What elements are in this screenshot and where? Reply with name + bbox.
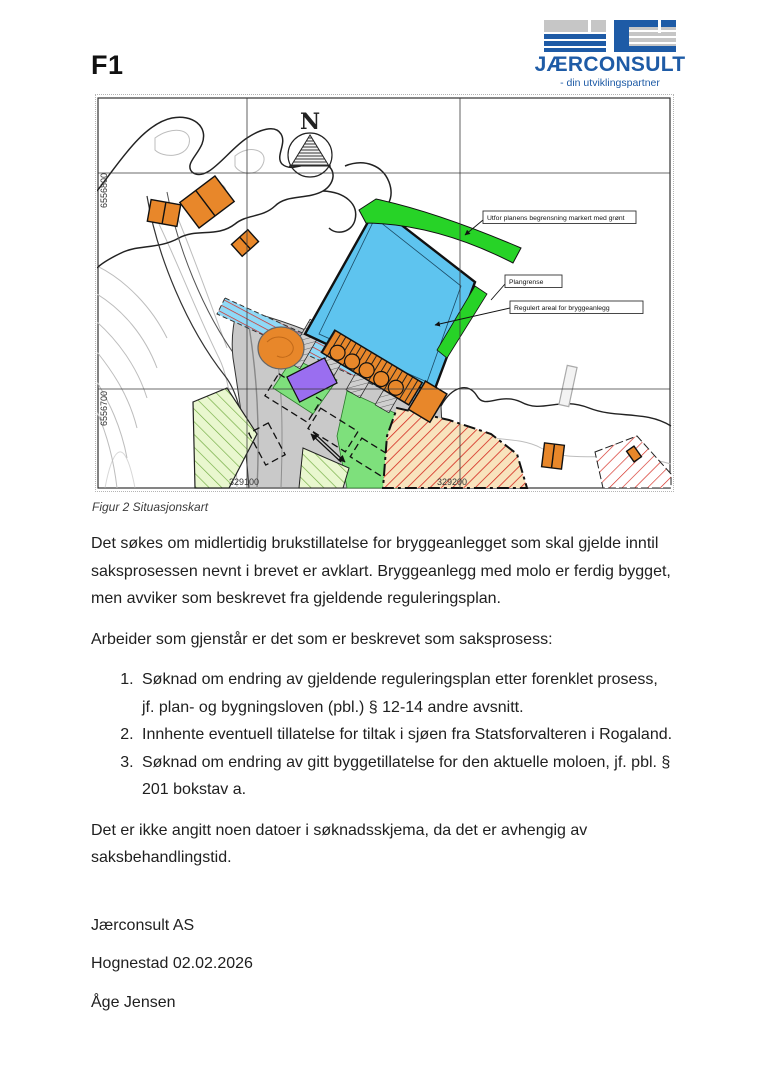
- process-steps-list: [91, 666, 673, 804]
- annotation-regulated-area: Regulert areal for bryggeanlegg: [514, 305, 610, 312]
- paragraph-dates: Det er ikke angitt noen datoer i søknadsskjema, da det er avhengig av saksbehandlingstid.: [91, 821, 588, 867]
- signature-place-date: Hognestad 02.02.2026: [91, 955, 253, 973]
- svg-text:N: N: [299, 109, 321, 135]
- logo-tagline: - din utviklingspartner: [560, 77, 660, 89]
- situasjonskart-figure: [95, 94, 674, 492]
- signature-name: Åge Jensen: [91, 993, 176, 1011]
- logo-j-glyph: [544, 20, 606, 52]
- grid-northing-bottom: 6556700: [99, 390, 109, 426]
- grid-easting-left: 329100: [229, 477, 260, 487]
- logo-mark-icon: [532, 20, 688, 52]
- company-logo: [532, 20, 688, 89]
- annotation-plan-boundary: Plangrense: [509, 279, 544, 286]
- list-item: 2. Innhente eventuell tillatelse for tiltak i sjøen fra Statsforvalteren i Rogaland.: [138, 721, 673, 749]
- paragraph-remaining-work: Arbeider som gjenstår er det som er beskrevet som saksprosess:: [91, 630, 553, 648]
- signature-company: Jærconsult AS: [91, 916, 195, 934]
- logo-c-glyph: [614, 20, 676, 52]
- grid-easting-right: 329200: [437, 477, 468, 487]
- situasjonskart-map: [97, 96, 672, 490]
- body-text: [91, 530, 673, 1016]
- list-item: 1. Søknad om endring av gjeldende reguleringsplan etter forenklet prosess, jf. plan- og bygningsloven (pbl.) § 12-14 andre avsnitt.: [138, 666, 673, 721]
- list-item: 3. Søknad om endring av gitt byggetillatelse for den aktuelle moloen, jf. pbl. § 201 bokstav a.: [138, 749, 673, 804]
- figure-caption: Figur 2 Situasjonskart: [92, 500, 209, 514]
- logo-name: JÆRCONSULT: [534, 53, 686, 76]
- page-header: [91, 20, 686, 94]
- signature-block: [91, 912, 673, 1017]
- grid-northing-top: 6556800: [99, 172, 109, 208]
- orange-area: [258, 327, 304, 369]
- page-title: F1: [91, 50, 124, 80]
- paragraph-application: Det søkes om midlertidig brukstillatelse for bryggeanlegget som skal gjelde inntil saksprosessen nevnt i brevet er avklart. Bryggeanlegg med molo er ferdig bygget, men avviker som beskrevet fra gjeldende reguleringsplan.: [91, 535, 671, 608]
- annotation-outside-plan: Utfor planens begrensning markert med grønt: [487, 215, 625, 222]
